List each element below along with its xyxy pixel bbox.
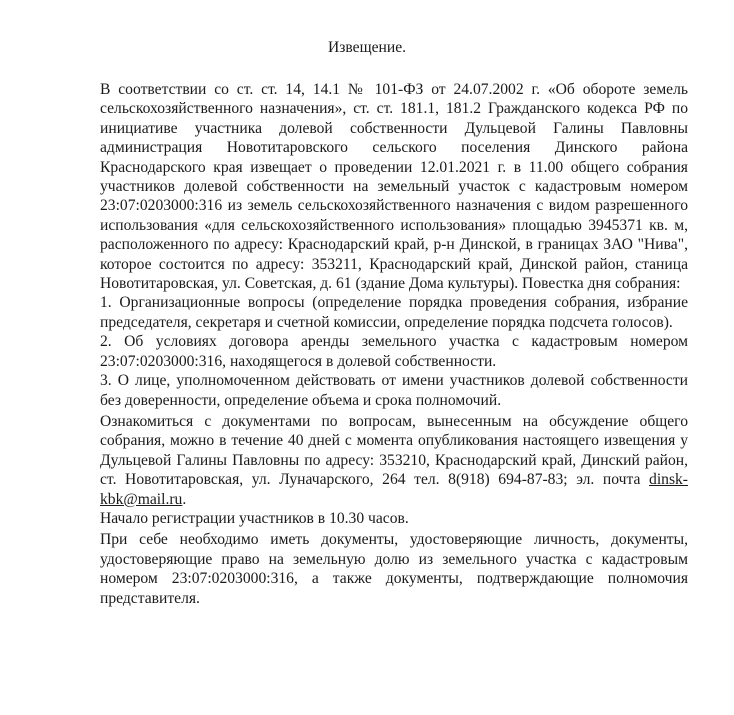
email-suffix: . [182, 490, 187, 508]
requirements-paragraph: При себе необходимо иметь документы, удостоверяющие личность, документы, удостоверяющие право на земельную долю из земельного участка с кадастровым номером 23:07:0203000:316, а также документы, подтверждающие полномочия представителя. [100, 531, 688, 607]
documents-intro-text: Ознакомиться с документами по вопросам, вынесенным на обсуждение общего собрания, можно в течение 40 дней с момента опубликования настоящего извещения у Дульцевой Галины Павловны по адресу: 353210, Краснодарский край, Динский район, ст. Новотитаровская, ул. Луначарского, 264 тел. 8(918) 694-87-83; эл. почта [100, 412, 688, 489]
notice-title: Извещение. [327, 39, 407, 56]
registration-paragraph: Начало регистрации участников в 10.30 часов. [100, 509, 409, 527]
email-link[interactable]: dinsk-kbk@mail.ru [100, 471, 688, 508]
agenda-item-1: 1. Организационные вопросы (определение порядка проведения собрания, избрание председателя, секретаря и счетной комиссии, определение порядка подсчета голосов). [100, 294, 688, 331]
intro-paragraph: В соответствии со ст. ст. 14, 14.1 № 101-ФЗ от 24.07.2002 г. «Об обороте земель сельскохозяйственного назначения», ст. ст. 181.1, 181.2 Гражданского кодекса РФ по инициативе участника долевой собственности Дульцевой Галины Павловны администрация Новотитаровского сельского поселения Динского района Краснодарского края извещает о проведении 12.01.2021 г. в 11.00 общего собрания участников долевой собственности на земельный участок с кадастровым номером 23:07:0203000:316 из земель сельскохозяйственного назначения с видом разрешенного использования «для сельскохозяйственного использования» площадью 3945371 кв. м, расположенного по адресу: Краснодарский край, р-н Динской, в границах ЗАО "Нива", которое состоится по адресу: 353211, Краснодарский край, Динской район, станица Новотитаровская, ул. Советская, д. 61 (здание Дома культуры). Повестка дня собрания: [100, 81, 688, 293]
notice-body [100, 80, 688, 608]
agenda-item-3: 3. О лице, уполномоченном действовать от имени участников долевой собственности без доверенности, определение объема и срока полномочий. [100, 372, 688, 409]
agenda-item-2: 2. Об условиях договора аренды земельного участка с кадастровым номером 23:07:0203000:316, находящегося в долевой собственности. [100, 333, 688, 370]
documents-paragraph [100, 412, 688, 509]
